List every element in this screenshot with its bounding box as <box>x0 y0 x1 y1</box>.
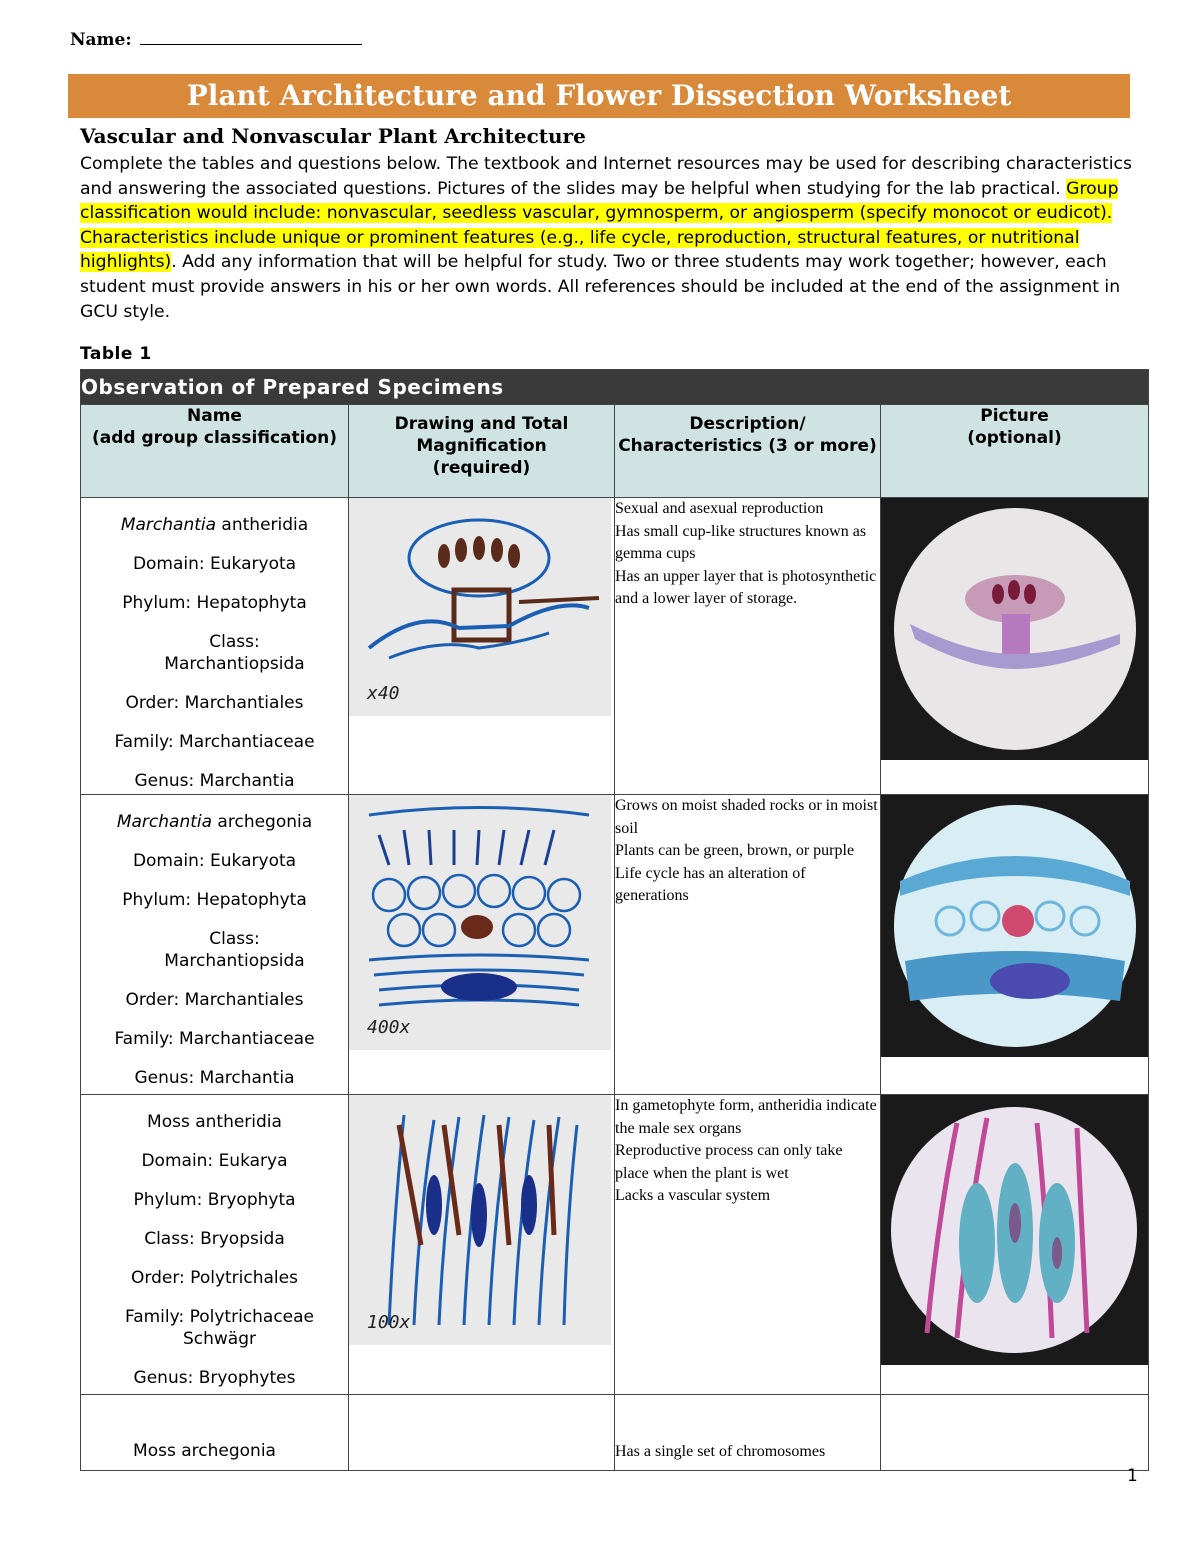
description-cell <box>615 1395 881 1471</box>
taxonomy-order: Order: Marchantiales <box>125 990 304 1010</box>
taxonomy-phylum: Phylum: Hepatophyta <box>122 890 307 910</box>
magnification-label: 400x <box>367 1017 411 1038</box>
table-row <box>81 795 1149 1095</box>
drawing-cell <box>349 1095 615 1395</box>
name-blank-line[interactable] <box>140 30 362 45</box>
taxonomy-domain: Domain: Eukaryota <box>132 554 297 574</box>
specimen-genus-italic: Marchantia <box>120 515 217 535</box>
taxonomy-genus: Genus: Marchantia <box>134 1068 295 1088</box>
description-line: Has small cup-like structures known as gemma cups <box>615 522 867 563</box>
moss-antheridia-micrograph <box>887 1103 1142 1358</box>
section-heading: Vascular and Nonvascular Plant Architecture <box>80 124 586 148</box>
specimen-name-rest: antheridia <box>216 515 309 535</box>
header-name-sub: (add group classification) <box>91 428 337 448</box>
table-row <box>81 498 1149 795</box>
column-header-drawing <box>349 405 615 498</box>
picture-cell <box>881 795 1149 1095</box>
taxonomy-phylum: Phylum: Bryophyta <box>133 1190 296 1210</box>
micrograph-image <box>881 1095 1148 1365</box>
column-header-name <box>81 405 349 498</box>
taxonomy-order: Order: Marchantiales <box>125 693 304 713</box>
description-cell <box>615 498 881 795</box>
specimen-name-rest: archegonia <box>212 812 313 832</box>
taxonomy-order: Order: Polytrichales <box>131 1268 298 1288</box>
header-picture-sub: (optional) <box>967 428 1062 448</box>
drawing-image <box>349 498 611 716</box>
table-row <box>81 1395 1149 1471</box>
specimen-name <box>81 514 348 536</box>
instructions-text-1: Complete the tables and questions below. The textbook and Internet resources may be used for describing characteristics and answering the associated questions. Pictures of the slides may be helpful when studying for the lab practical. <box>80 154 1132 199</box>
table-label: Table 1 <box>80 344 152 364</box>
specimen-name-cell <box>81 498 349 795</box>
header-description-label: Description/ Characteristics (3 or more) <box>618 414 877 456</box>
column-header-picture <box>881 405 1149 498</box>
instructions-text-2: . Add any information that will be helpful for study. Two or three students may work together; however, each student must provide answers in his or her own words. All references should be included at the end of the assignment in GCU style. <box>80 252 1121 322</box>
specimen-name: Moss antheridia <box>147 1112 282 1132</box>
taxonomy-genus: Genus: Marchantia <box>134 771 295 791</box>
drawing-image <box>349 795 611 1050</box>
taxonomy-class: Class: Marchantiopsida <box>164 632 305 674</box>
specimen-name <box>81 811 348 833</box>
description-cell <box>615 1095 881 1395</box>
marchantia-antheridia-micrograph <box>890 504 1140 754</box>
taxonomy-class: Class: Bryopsida <box>144 1229 285 1249</box>
description-line: Grows on moist shaded rocks or in moist soil <box>615 797 878 837</box>
marchantia-archegonia-drawing <box>349 795 611 1050</box>
drawing-cell <box>349 795 615 1095</box>
micrograph-image <box>881 498 1148 760</box>
column-header-description <box>615 405 881 498</box>
moss-antheridia-drawing <box>349 1095 611 1345</box>
name-field <box>70 30 362 50</box>
taxonomy-family: Family: Marchantiaceae <box>114 1029 315 1049</box>
picture-cell[interactable] <box>881 1395 1149 1471</box>
drawing-cell <box>349 498 615 795</box>
taxonomy-phylum: Phylum: Hepatophyta <box>122 593 307 613</box>
instructions-paragraph <box>80 152 1160 324</box>
taxonomy-domain: Domain: Eukarya <box>141 1151 288 1171</box>
worksheet-title: Plant Architecture and Flower Dissection Worksheet <box>68 74 1130 118</box>
picture-cell <box>881 1095 1149 1395</box>
taxonomy-family: Family: Polytrichaceae Schwägr <box>124 1307 315 1349</box>
specimen-name: Moss archegonia <box>133 1441 276 1461</box>
description-line: Sexual and asexual reproduction <box>615 500 824 517</box>
description-line: In gametophyte form, antheridia indicate the male sex organs <box>615 1097 877 1137</box>
page-number: 1 <box>1127 1466 1138 1486</box>
header-picture-label: Picture <box>980 406 1049 426</box>
table-caption: Observation of Prepared Specimens <box>81 370 1149 405</box>
description-line: Reproductive process can only take place when the plant is wet <box>615 1142 843 1182</box>
drawing-image <box>349 1095 611 1345</box>
drawing-cell[interactable] <box>349 1395 615 1471</box>
picture-cell <box>881 498 1149 795</box>
magnification-label: 100x <box>367 1312 411 1333</box>
taxonomy-class: Class: Marchantiopsida <box>164 929 305 971</box>
header-name-label: Name <box>187 406 242 426</box>
taxonomy-domain: Domain: Eukaryota <box>132 851 297 871</box>
instructions-highlight: Group classification would include: nonvascular, seedless vascular, gymnosperm, or angiosperm (specify monocot or eudicot). Characteristics include unique or prominent features (e.g., life cycle, reproduction, structural features, or nutritional highlights) <box>80 178 1119 273</box>
description-line: Plants can be green, brown, or purple <box>615 842 855 860</box>
specimen-genus-italic: Marchantia <box>116 812 213 832</box>
description-line: Has a single set of chromosomes <box>615 1443 826 1461</box>
name-label: Name: <box>70 30 132 50</box>
specimen-name-cell <box>81 795 349 1095</box>
table-row <box>81 1095 1149 1395</box>
taxonomy-family: Family: Marchantiaceae <box>114 732 315 752</box>
specimen-name-cell <box>81 1395 349 1471</box>
magnification-label: x40 <box>367 683 400 704</box>
taxonomy-genus: Genus: Bryophytes <box>133 1368 296 1388</box>
description-cell <box>615 795 881 1095</box>
description-line: Has an upper layer that is photosynthetic and a lower layer of storage. <box>615 567 877 608</box>
marchantia-archegonia-micrograph <box>890 801 1140 1051</box>
micrograph-image <box>881 795 1148 1057</box>
description-line: Lacks a vascular system <box>615 1187 771 1205</box>
description-line: Life cycle has an alteration of generations <box>615 864 806 905</box>
specimen-name-cell <box>81 1095 349 1395</box>
specimen-table <box>80 369 1149 1471</box>
header-drawing-sub: (required) <box>432 458 531 478</box>
header-drawing-label: Drawing and Total Magnification <box>394 414 569 456</box>
